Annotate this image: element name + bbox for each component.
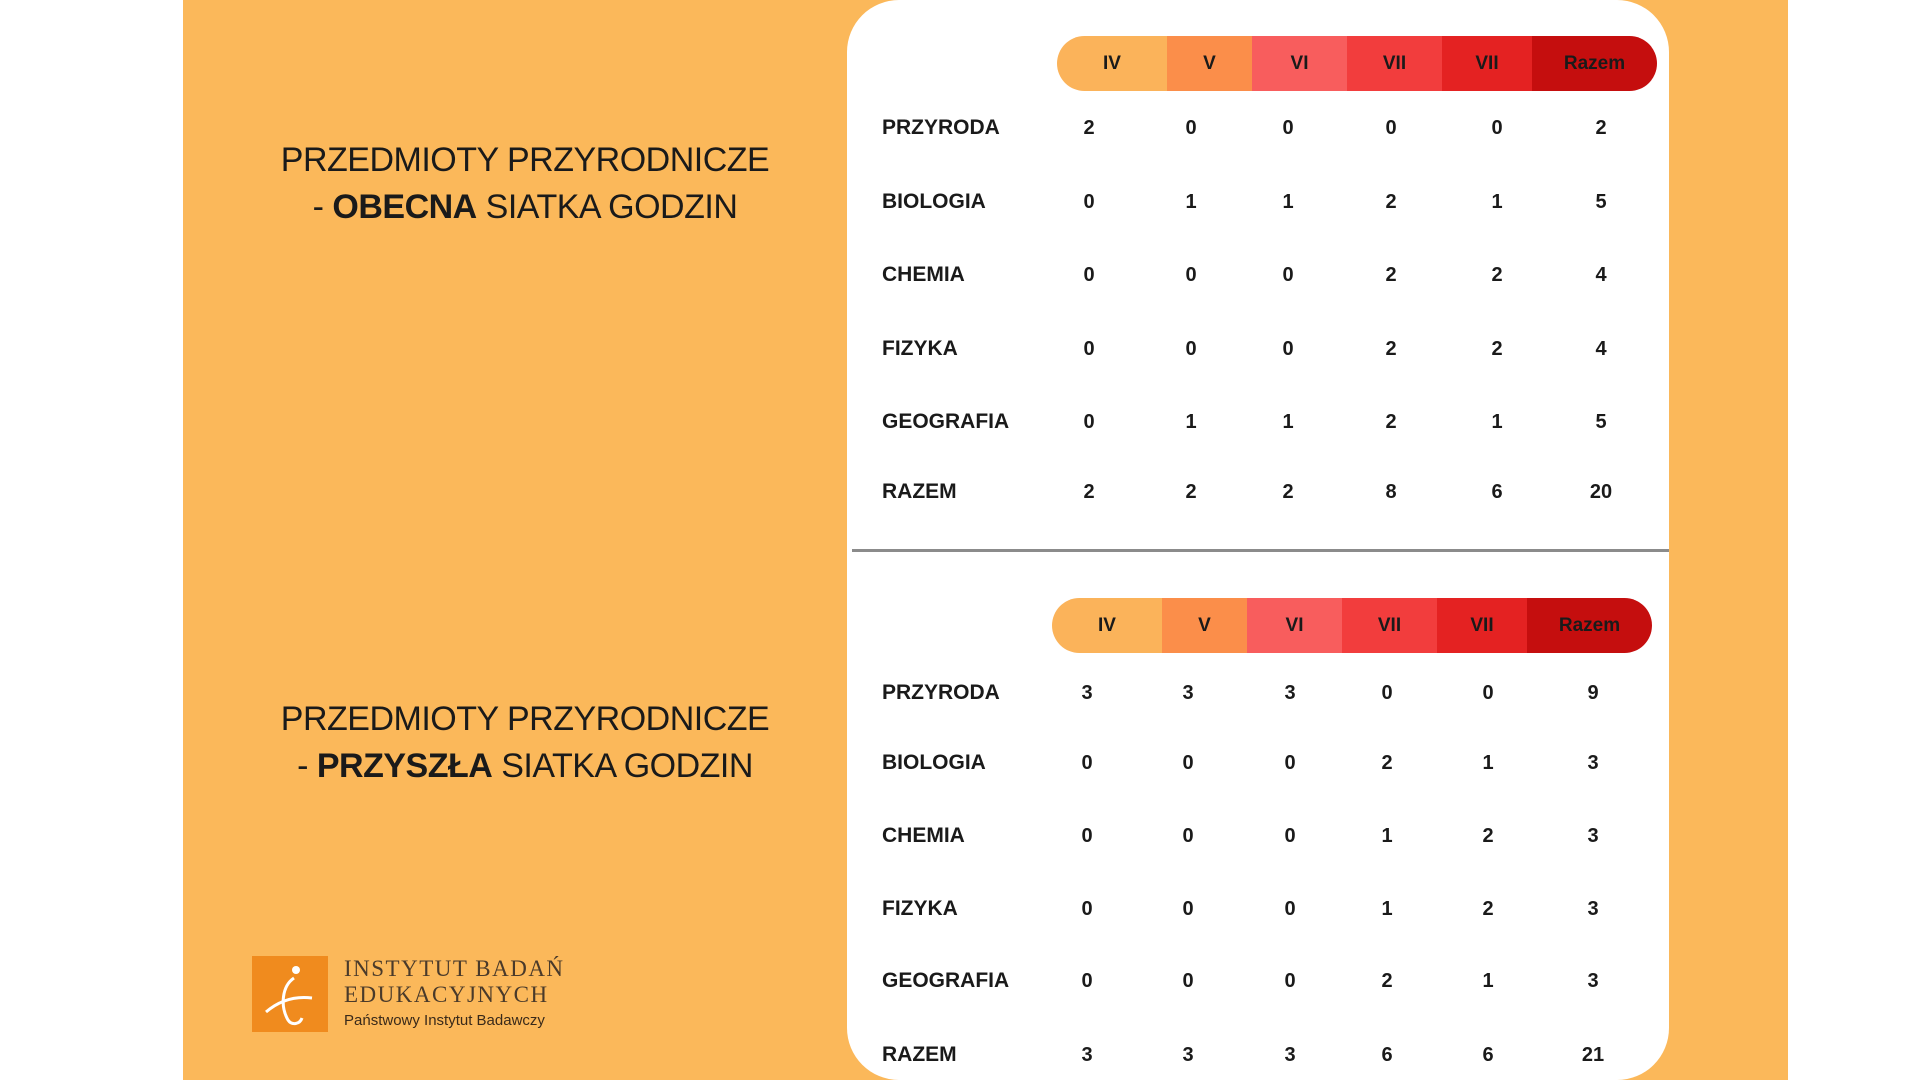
future-cell: 3 xyxy=(1587,825,1599,847)
heading-current-suffix: SIATKA GODZIN xyxy=(476,188,738,226)
current-cell: 4 xyxy=(1595,338,1607,360)
current-cell: 1 xyxy=(1185,411,1197,433)
current-cell: 0 xyxy=(1083,191,1095,213)
future-cell: 21 xyxy=(1581,1044,1605,1066)
current-cell: 1 xyxy=(1282,411,1294,433)
panel-divider xyxy=(852,549,1669,552)
current-row-label: BIOLOGIA xyxy=(882,190,986,213)
future-cell: 3 xyxy=(1284,1044,1296,1066)
current-cell: 2 xyxy=(1385,338,1397,360)
current-header-col: VII xyxy=(1347,36,1442,91)
future-header-col: VII xyxy=(1437,598,1527,653)
logo-line-3: Państwowy Instytut Badawczy xyxy=(344,1012,545,1029)
future-cell: 2 xyxy=(1482,898,1494,920)
current-header-col: IV xyxy=(1057,36,1167,91)
current-header-col: VI xyxy=(1252,36,1347,91)
current-cell: 2 xyxy=(1282,481,1294,503)
heading-current-dash: - xyxy=(312,188,333,226)
future-cell: 0 xyxy=(1182,825,1194,847)
current-cell: 0 xyxy=(1282,117,1294,139)
future-cell: 0 xyxy=(1284,898,1296,920)
future-cell: 0 xyxy=(1081,752,1093,774)
current-cell: 8 xyxy=(1385,481,1397,503)
future-cell: 0 xyxy=(1081,825,1093,847)
heading-future-prefix: PRZEDMIOTY PRZYRODNICZE xyxy=(280,700,770,738)
current-cell: 0 xyxy=(1282,264,1294,286)
heading-future-suffix: SIATKA GODZIN xyxy=(492,747,753,785)
current-header-col: VII xyxy=(1442,36,1532,91)
current-cell: 0 xyxy=(1083,264,1095,286)
future-cell: 3 xyxy=(1587,752,1599,774)
future-cell: 0 xyxy=(1081,970,1093,992)
future-cell: 3 xyxy=(1284,682,1296,704)
current-cell: 0 xyxy=(1385,117,1397,139)
current-cell: 6 xyxy=(1491,481,1503,503)
current-cell: 1 xyxy=(1282,191,1294,213)
future-cell: 3 xyxy=(1587,898,1599,920)
future-cell: 3 xyxy=(1081,1044,1093,1066)
future-cell: 0 xyxy=(1284,970,1296,992)
heading-future-dash: - xyxy=(297,747,317,785)
current-cell: 1 xyxy=(1491,411,1503,433)
current-header-bar xyxy=(1057,36,1657,91)
future-row-label: CHEMIA xyxy=(882,824,965,847)
current-header-col: V xyxy=(1167,36,1252,91)
future-row-label: FIZYKA xyxy=(882,897,958,920)
logo-line-2: EDUKACYJNYCH xyxy=(344,982,549,1007)
future-cell: 1 xyxy=(1381,898,1393,920)
future-cell: 0 xyxy=(1182,752,1194,774)
current-cell: 4 xyxy=(1595,264,1607,286)
future-cell: 0 xyxy=(1482,682,1494,704)
future-cell: 6 xyxy=(1381,1044,1393,1066)
future-cell: 2 xyxy=(1381,970,1393,992)
future-cell: 6 xyxy=(1482,1044,1494,1066)
current-cell: 5 xyxy=(1595,411,1607,433)
future-cell: 1 xyxy=(1482,752,1494,774)
current-cell: 2 xyxy=(1595,117,1607,139)
current-cell: 2 xyxy=(1385,191,1397,213)
current-cell: 2 xyxy=(1083,117,1095,139)
current-row-label: RAZEM xyxy=(882,480,957,503)
heading-current-prefix: PRZEDMIOTY PRZYRODNICZE xyxy=(280,141,770,179)
current-cell: 5 xyxy=(1595,191,1607,213)
current-row-label: CHEMIA xyxy=(882,263,965,286)
current-cell: 0 xyxy=(1185,117,1197,139)
current-cell: 2 xyxy=(1083,481,1095,503)
current-cell: 0 xyxy=(1185,338,1197,360)
future-header-col: V xyxy=(1162,598,1247,653)
heading-future-grid xyxy=(190,696,860,790)
current-cell: 0 xyxy=(1185,264,1197,286)
current-cell: 20 xyxy=(1589,481,1613,503)
future-header-col: IV xyxy=(1052,598,1162,653)
current-cell: 1 xyxy=(1491,191,1503,213)
future-cell: 0 xyxy=(1182,898,1194,920)
future-cell: 0 xyxy=(1284,752,1296,774)
future-header-col: VI xyxy=(1247,598,1342,653)
future-cell: 0 xyxy=(1284,825,1296,847)
current-cell: 0 xyxy=(1083,338,1095,360)
future-cell: 3 xyxy=(1081,682,1093,704)
current-cell: 2 xyxy=(1185,481,1197,503)
future-cell: 1 xyxy=(1381,825,1393,847)
current-header-col: Razem xyxy=(1532,36,1657,91)
ibe-logo-text xyxy=(344,956,565,1029)
future-row-label: GEOGRAFIA xyxy=(882,969,1010,992)
future-cell: 0 xyxy=(1381,682,1393,704)
current-cell: 2 xyxy=(1385,264,1397,286)
future-cell: 1 xyxy=(1482,970,1494,992)
future-header-bar xyxy=(1052,598,1652,653)
future-header-col: Razem xyxy=(1527,598,1652,653)
current-cell: 2 xyxy=(1491,264,1503,286)
current-row-label: FIZYKA xyxy=(882,337,958,360)
tables-panel xyxy=(847,0,1669,1080)
ibe-logo-icon xyxy=(252,956,328,1032)
heading-current-bold: OBECNA xyxy=(332,188,477,226)
heading-future-bold: PRZYSZŁA xyxy=(316,747,493,785)
current-cell: 0 xyxy=(1083,411,1095,433)
ibe-logo-mark xyxy=(252,956,328,1032)
future-cell: 3 xyxy=(1182,682,1194,704)
future-row-label: PRZYRODA xyxy=(882,681,1000,704)
current-cell: 2 xyxy=(1385,411,1397,433)
future-row-label: RAZEM xyxy=(882,1043,957,1066)
future-cell: 0 xyxy=(1081,898,1093,920)
future-cell: 9 xyxy=(1587,682,1599,704)
current-cell: 0 xyxy=(1491,117,1503,139)
current-cell: 0 xyxy=(1282,338,1294,360)
current-row-label: GEOGRAFIA xyxy=(882,410,1010,433)
current-row-label: PRZYRODA xyxy=(882,116,1000,139)
future-cell: 2 xyxy=(1381,752,1393,774)
future-cell: 2 xyxy=(1482,825,1494,847)
future-header-col: VII xyxy=(1342,598,1437,653)
logo-line-1: INSTYTUT BADAŃ xyxy=(344,956,565,981)
current-cell: 1 xyxy=(1185,191,1197,213)
current-cell: 2 xyxy=(1491,338,1503,360)
future-cell: 3 xyxy=(1587,970,1599,992)
future-cell: 3 xyxy=(1182,1044,1194,1066)
future-cell: 0 xyxy=(1182,970,1194,992)
heading-current-grid xyxy=(190,137,860,231)
future-row-label: BIOLOGIA xyxy=(882,751,986,774)
